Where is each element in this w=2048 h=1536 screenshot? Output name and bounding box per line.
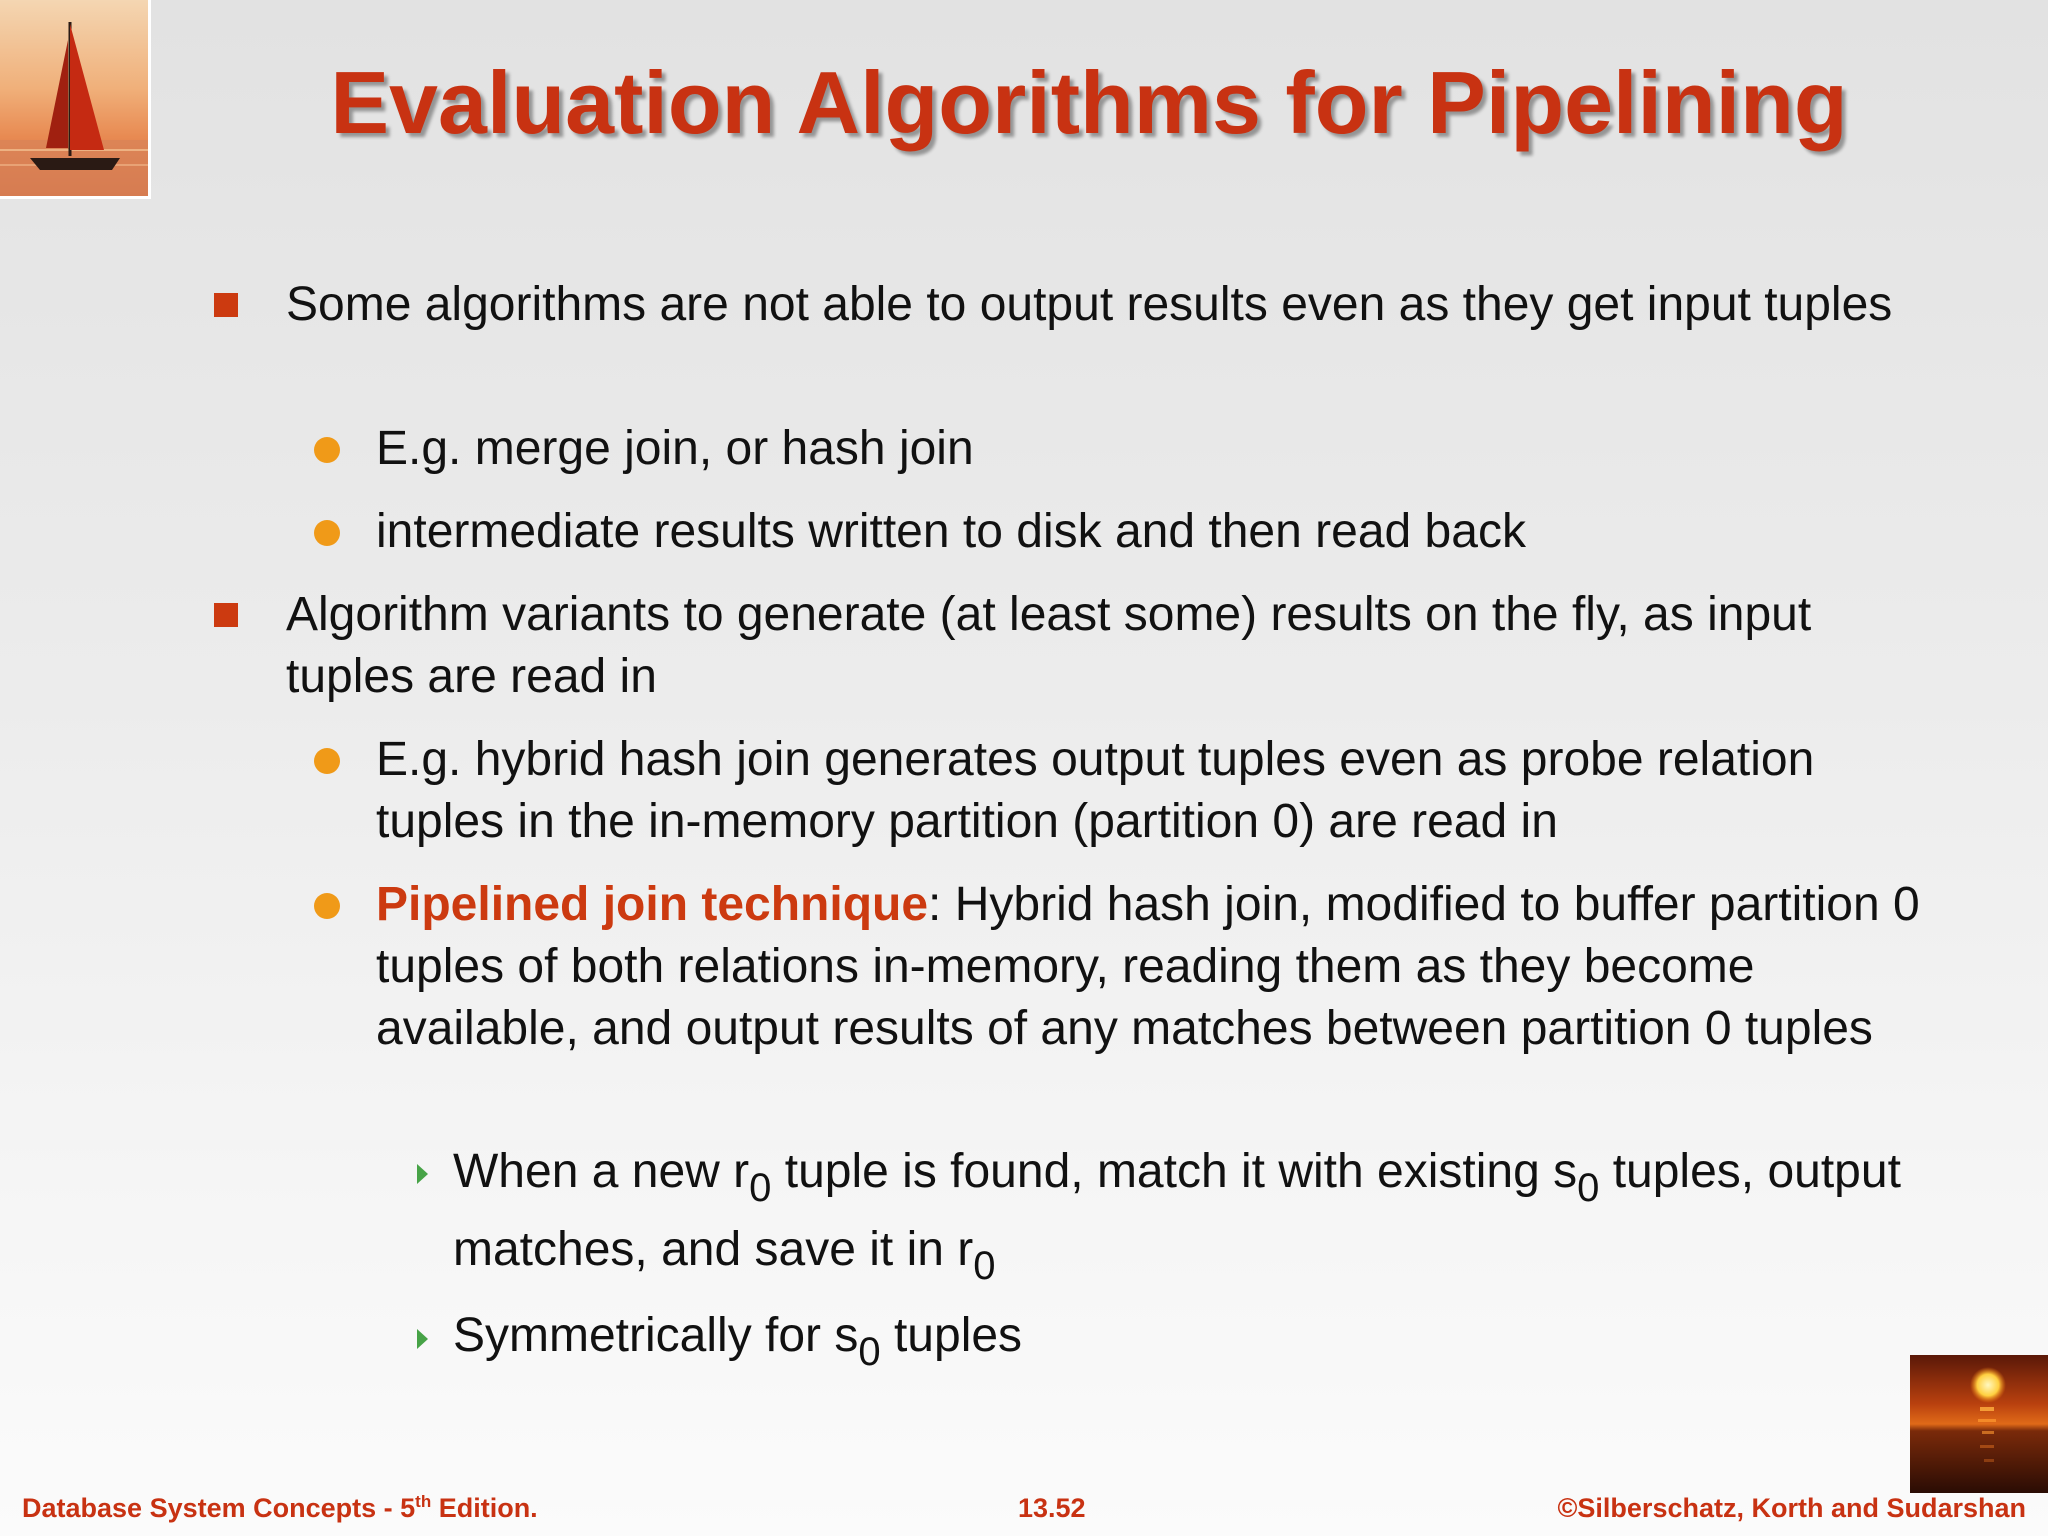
footer-edition-text: Database System Concepts - 5 <box>22 1493 416 1523</box>
footer-edition-sup: th <box>415 1492 432 1511</box>
text-fragment: When a new r <box>453 1145 750 1198</box>
round-bullet-icon <box>314 520 340 546</box>
bullet-2-1-text: E.g. hybrid hash join generates output tuples even as probe relation tuples in the in-memory partition (partition 0) are read in <box>376 733 1815 848</box>
footer-copyright: ©Silberschatz, Korth and Sudarshan <box>1557 1493 2026 1523</box>
text-fragment: tuple is found, match it with existing s <box>771 1145 1578 1198</box>
sunset-sea-icon <box>1910 1355 2048 1493</box>
text-fragment: Symmetrically for s <box>453 1309 859 1362</box>
bullet-2-text: Algorithm variants to generate (at least some) results on the fly, as input tuples are read in <box>286 588 1812 703</box>
bullet-3-1-text <box>453 1133 1923 1289</box>
subscript: 0 <box>1577 1166 1600 1210</box>
footer-edition <box>22 1493 538 1524</box>
bullet-2-2-text <box>376 874 1936 1060</box>
subscript: 0 <box>858 1330 881 1374</box>
square-bullet-icon <box>214 603 238 627</box>
text-fragment: tuples, output matches, and save it in r <box>453 1145 1901 1276</box>
pipelined-join-term: Pipelined join technique <box>376 878 929 931</box>
arrow-bullet-icon <box>417 1164 428 1184</box>
footer-page-number: 13.52 <box>1018 1493 1086 1523</box>
text-fragment: tuples <box>880 1309 1023 1362</box>
subscript: 0 <box>749 1166 772 1210</box>
pipelined-join-description: : Hybrid hash join, modified to buffer partition 0 tuples of both relations in-memory, reading them as they become available, and output results of any matches between partition 0 tuples <box>376 878 1920 1055</box>
slide-title: Evaluation Algorithms for Pipelining <box>330 53 1848 152</box>
subscript: 0 <box>973 1244 996 1288</box>
bullet-1-1-text: E.g. merge join, or hash join <box>376 422 974 475</box>
footer-edition-suffix: Edition. <box>431 1493 538 1523</box>
bullet-1-text: Some algorithms are not able to output results even as they get input tuples <box>286 278 1893 331</box>
bullet-3-2-text <box>453 1297 1923 1375</box>
round-bullet-icon <box>314 437 340 463</box>
round-bullet-icon <box>314 748 340 774</box>
round-bullet-icon <box>314 893 340 919</box>
sunset-logo <box>1910 1355 2048 1493</box>
arrow-bullet-icon <box>417 1329 428 1349</box>
square-bullet-icon <box>214 293 238 317</box>
bullet-1-2-text: intermediate results written to disk and then read back <box>376 505 1526 558</box>
